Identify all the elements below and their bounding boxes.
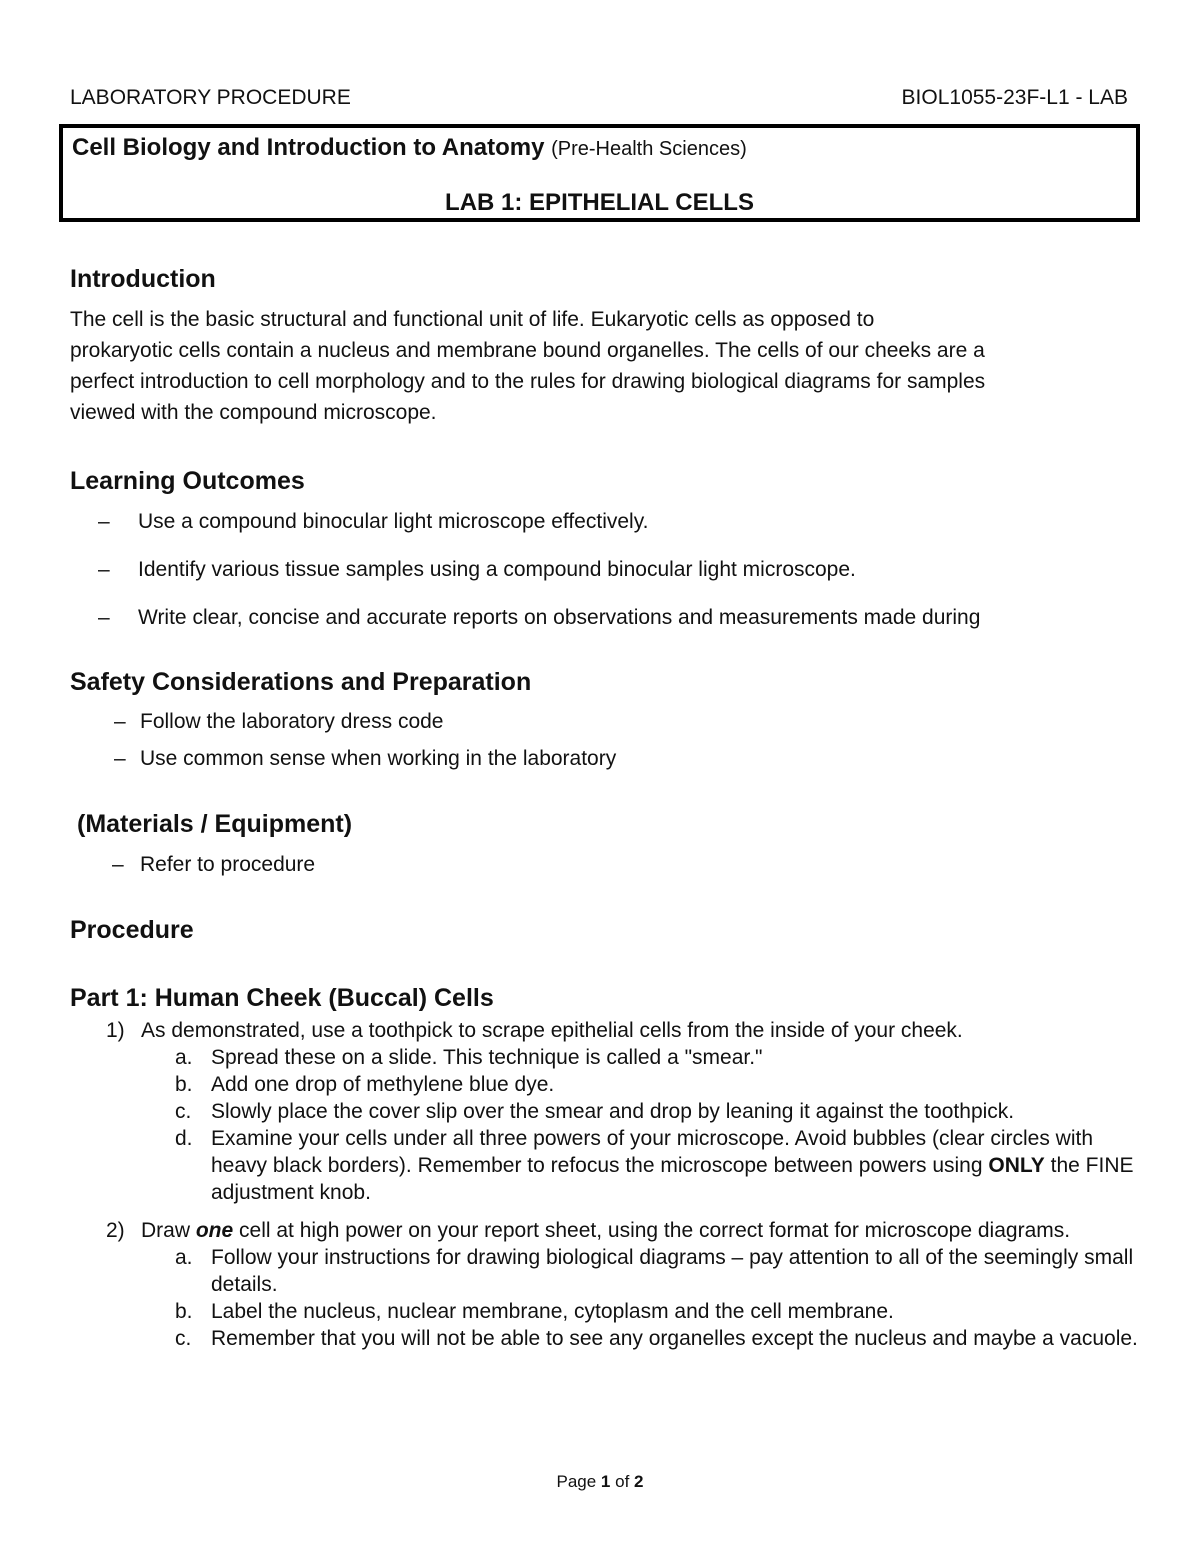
step-text: As demonstrated, use a toothpick to scrape epithelial cells from the inside of your cheek. [141, 1019, 963, 1042]
list-item-text: Follow the laboratory dress code [140, 710, 444, 733]
step-emphasis-text: one [195, 1219, 234, 1242]
list-item-text: Use common sense when working in the laboratory [140, 747, 617, 770]
list-item [70, 852, 1140, 877]
dash-bullet: – [98, 606, 110, 629]
introduction-heading: Introduction [70, 265, 216, 293]
dash-bullet: – [98, 510, 110, 533]
introduction-line-3: perfect introduction to cell morphology and to the rules for drawing biological diagrams for samples [70, 370, 986, 393]
substep [141, 1071, 1140, 1098]
introduction-line-2: prokaryotic cells contain a nucleus and membrane bound organelles. The cells of our cheeks are a [70, 339, 985, 362]
list-item-text: Write clear, concise and accurate reports on observations and measurements made during [138, 606, 981, 629]
procedure-step-2 [70, 1217, 1140, 1352]
step-text-start: Draw [141, 1219, 196, 1242]
part-1-heading: Part 1: Human Cheek (Buccal) Cells [70, 984, 494, 1012]
dash-bullet: – [112, 853, 124, 876]
substep-text: Spread these on a slide. This technique is called a "smear." [211, 1046, 763, 1069]
dash-bullet: – [114, 710, 126, 733]
list-item [70, 746, 1140, 771]
step-number: 2) [106, 1219, 125, 1242]
substep-text: Label the nucleus, nuclear membrane, cytoplasm and the cell membrane. [211, 1300, 894, 1323]
list-item [70, 605, 1140, 630]
step-2-substeps [141, 1244, 1140, 1352]
substep [141, 1325, 1140, 1352]
page-footer [0, 1472, 1200, 1492]
dash-bullet: – [114, 747, 126, 770]
procedure-heading: Procedure [70, 916, 194, 944]
substep-text-end: the FINE adjustment knob. [211, 1154, 1134, 1204]
list-item-text: Identify various tissue samples using a compound binocular light microscope. [138, 558, 856, 581]
list-item [70, 557, 1140, 582]
step-text-end: cell at high power on your report sheet, using the correct format for microscope diagrams. [233, 1219, 1071, 1242]
learning-outcomes-list [70, 509, 1140, 630]
safety-list [70, 709, 1140, 771]
materials-list [70, 852, 1140, 877]
list-item-text: Use a compound binocular light microscope effectively. [138, 510, 649, 533]
list-item [70, 709, 1140, 734]
substep [141, 1244, 1140, 1298]
introduction-line-4: viewed with the compound microscope. [70, 401, 437, 424]
course-title [72, 134, 747, 162]
substep-text: Add one drop of methylene blue dye. [211, 1073, 555, 1096]
title-box [59, 124, 1140, 222]
substep-letter: c. [175, 1100, 192, 1123]
header-right-text: BIOL1055-23F-L1 - LAB [901, 86, 1128, 109]
substep-text-start: Examine your cells under all three powers of your microscope. Avoid bubbles (clear circles with heavy black borders). Remember to refocus the microscope between powers using [211, 1127, 1094, 1177]
substep-text: Remember that you will not be able to see any organelles except the nucleus and maybe a vacuole. [211, 1327, 1138, 1350]
step-number: 1) [106, 1019, 125, 1042]
substep-letter: a. [175, 1246, 193, 1269]
substep [141, 1125, 1140, 1206]
substep [141, 1098, 1140, 1125]
introduction-line-1: The cell is the basic structural and functional unit of life. Eukaryotic cells as opposed to [70, 308, 875, 331]
substep-bold-text: ONLY [988, 1154, 1045, 1177]
footer-page-word: Page [556, 1472, 597, 1491]
course-subtitle: (Pre-Health Sciences) [551, 138, 747, 160]
footer-page-total: 2 [634, 1472, 644, 1491]
substep-letter: b. [175, 1073, 193, 1096]
procedure-step-1 [70, 1017, 1140, 1206]
substep-letter: b. [175, 1300, 193, 1323]
substep [141, 1298, 1140, 1325]
footer-page-current: 1 [600, 1472, 611, 1491]
substep-letter: c. [175, 1327, 192, 1350]
page-header [70, 86, 1128, 110]
lab-title: LAB 1: EPITHELIAL CELLS [445, 189, 754, 216]
substep-letter: a. [175, 1046, 193, 1069]
dash-bullet: – [98, 558, 110, 581]
substep [141, 1044, 1140, 1071]
course-title-text: Cell Biology and Introduction to Anatomy [72, 134, 545, 161]
step-1-substeps [141, 1044, 1140, 1206]
procedure-steps [70, 1017, 1140, 1352]
substep-letter: d. [175, 1127, 193, 1150]
document-content [70, 264, 1140, 1352]
list-item-text: Refer to procedure [140, 853, 316, 876]
header-left-text: LABORATORY PROCEDURE [70, 86, 351, 109]
substep-text: Slowly place the cover slip over the smear and drop by leaning it against the toothpick. [211, 1100, 1015, 1123]
materials-heading: (Materials / Equipment) [77, 810, 353, 838]
substep-text: Follow your instructions for drawing biological diagrams – pay attention to all of the seemingly small details. [211, 1246, 1134, 1296]
list-item [70, 509, 1140, 534]
learning-outcomes-heading: Learning Outcomes [70, 467, 305, 495]
introduction-paragraph [70, 304, 1140, 428]
safety-heading: Safety Considerations and Preparation [70, 668, 532, 696]
footer-of-word: of [615, 1472, 630, 1491]
